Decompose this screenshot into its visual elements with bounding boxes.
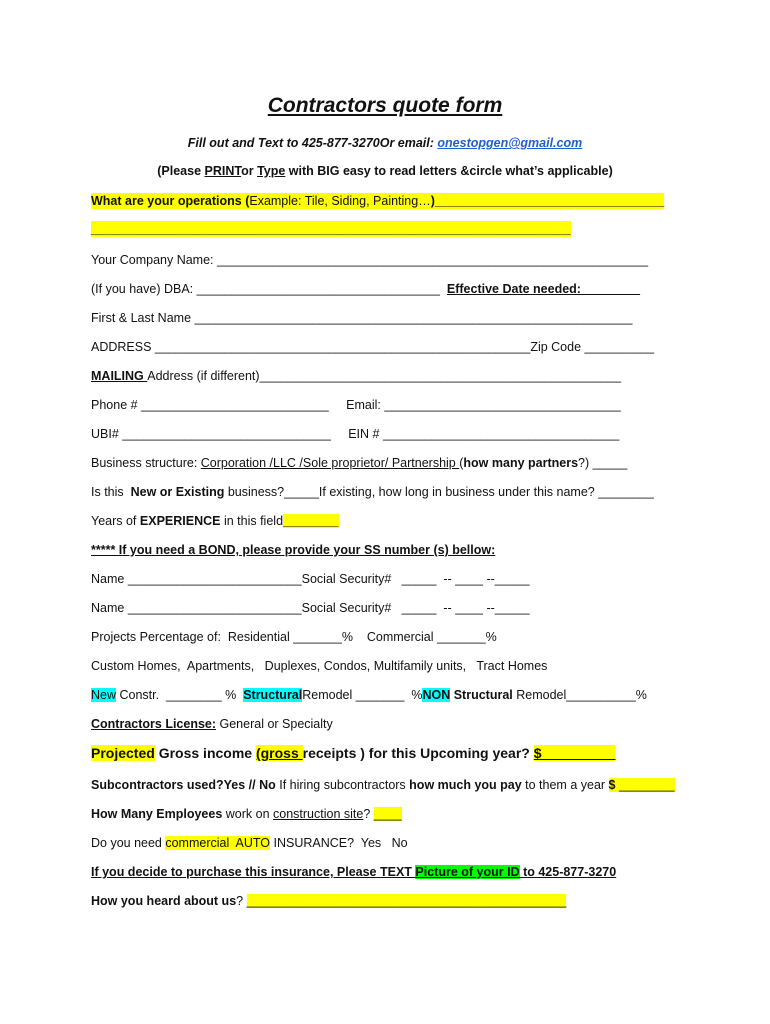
ubi-ein-field[interactable] [91, 426, 619, 442]
picture-id-label: Picture of your ID [415, 865, 520, 879]
effective-date-blank[interactable]: ________ [580, 282, 641, 296]
dba-field[interactable] [91, 281, 640, 297]
subcontractors-label: Subcontractors used?Yes // No [91, 778, 276, 792]
text-id-line [91, 864, 616, 880]
experience-blank[interactable]: ________ [283, 514, 339, 528]
structure-options[interactable]: Corporation /LLC /Sole proprietor/ Partnership [200, 456, 460, 470]
heard-blank[interactable]: ______________________________________________ [246, 894, 567, 908]
dba-label: (If you have) DBA: [91, 282, 197, 296]
company-name-field[interactable] [91, 252, 648, 268]
instructions-text: or [241, 164, 258, 178]
gross-income-blank[interactable]: $ _________ [533, 745, 616, 761]
license-field[interactable] [91, 716, 333, 732]
gross-income-field[interactable] [91, 745, 615, 761]
operations-label: What are your operations ( [91, 194, 250, 208]
new-label: New [91, 688, 117, 702]
employees-text: ? [363, 807, 374, 821]
ss-blank[interactable]: _____ -- ____ --_____ [391, 601, 530, 615]
structural-label: Structural [243, 688, 303, 702]
ss-blank[interactable]: _____ -- ____ --_____ [391, 572, 530, 586]
business-structure-field[interactable] [91, 455, 627, 471]
email-link[interactable]: onestopgen@gmail.com [437, 136, 583, 150]
phone-blank[interactable]: ___________________________ [141, 398, 329, 412]
instructions-line [0, 164, 770, 178]
employees-blank[interactable]: ____ [373, 807, 402, 821]
ein-label: EIN # [330, 427, 383, 441]
non-label: NON [422, 688, 451, 702]
commercial-auto-label: commercial AUTO [165, 836, 271, 850]
address-label: ADDRESS [91, 340, 155, 354]
phone-label: Phone # [91, 398, 142, 412]
projects-percentage-field[interactable]: Projects Percentage of: Residential _______% Commercial _______% [91, 630, 497, 644]
instructions-print: PRINT [204, 164, 242, 178]
project-types: Custom Homes, Apartments, Duplexes, Condos, Multifamily units, Tract Homes [91, 659, 548, 673]
experience-label: EXPERIENCE [139, 514, 221, 528]
new-existing-label: New or Existing [130, 485, 225, 499]
employees-text: work on [222, 807, 274, 821]
ss-name-blank[interactable]: _________________________ [127, 601, 302, 615]
ss-name-label: Name [91, 572, 128, 586]
instructions-text: (Please [157, 164, 205, 178]
auto-insurance-field[interactable] [91, 835, 408, 851]
subs-pay-label: how much you pay [409, 778, 522, 792]
contact-text: Fill out and Text to 425-877-3270Or email: [187, 136, 438, 150]
heard-label: How you heard about us [91, 894, 237, 908]
subs-text: If hiring subcontractors [275, 778, 410, 792]
license-label: Contractors License: [91, 717, 217, 731]
heard-about-field[interactable] [91, 893, 566, 909]
contact-line [0, 136, 770, 150]
ss-label: Social Security# [301, 601, 392, 615]
address-field[interactable] [91, 339, 654, 355]
existing-blank[interactable]: business?_____If existing, how long in business under this name? ________ [224, 485, 654, 499]
license-options[interactable]: General or Specialty [216, 717, 333, 731]
subs-text: to them a year [521, 778, 609, 792]
auto-text: Do you need [91, 836, 166, 850]
company-name-blank[interactable]: ______________________________________________________________ [217, 253, 649, 267]
subs-dollar: $ [608, 778, 616, 792]
subcontractors-field[interactable] [91, 777, 675, 793]
dba-blank[interactable]: ___________________________________ [196, 282, 440, 296]
gross-label: (gross [255, 745, 303, 761]
partners-label: how many partners [463, 456, 579, 470]
ubi-label: UBI# [91, 427, 123, 441]
gross-income-text: receipts ) for this Upcoming year? [302, 745, 534, 761]
auto-yes-no[interactable]: INSURANCE? Yes No [270, 836, 408, 850]
experience-text: in this field [220, 514, 284, 528]
employees-field[interactable] [91, 806, 402, 822]
gross-income-label: Gross income [154, 745, 256, 761]
non-structural-blank[interactable]: Remodel__________% [512, 688, 647, 702]
phone-email-field[interactable] [91, 397, 621, 413]
remodel-field[interactable] [91, 687, 647, 703]
address-blank[interactable]: ______________________________________________________ [154, 340, 531, 354]
company-name-label: Your Company Name: [91, 253, 217, 267]
text-id-phone: to 425-877-3270 [519, 865, 617, 879]
text-id-text: If you decide to purchase this insurance, Please TEXT [91, 865, 416, 879]
ss-label: Social Security# [301, 572, 392, 586]
operations-line2[interactable]: _____________________________________________________________________ [91, 222, 571, 236]
subs-blank[interactable]: ________ [615, 778, 675, 792]
structural-blank[interactable]: Remodel _______ % [302, 688, 423, 702]
operations-field[interactable] [91, 193, 664, 209]
heard-text: ? [236, 894, 247, 908]
name-blank[interactable]: _______________________________________________________________ [194, 311, 633, 325]
page-title: Contractors quote form [267, 94, 503, 117]
operations-example: Example: Tile, Siding, Painting… [249, 194, 431, 208]
ss-name-label: Name [91, 601, 128, 615]
email-blank[interactable]: __________________________________ [384, 398, 621, 412]
structure-label: Business structure: [91, 456, 201, 470]
ss-row-2[interactable] [91, 600, 530, 616]
mailing-address-field[interactable] [91, 368, 621, 384]
employees-label: How Many Employees [91, 807, 223, 821]
mailing-label: Address (if different) [147, 369, 260, 383]
ein-blank[interactable]: __________________________________ [382, 427, 620, 441]
zip-blank[interactable]: __________ [584, 340, 655, 354]
mailing-blank[interactable]: ____________________________________________________ [259, 369, 622, 383]
operations-blank[interactable]: )_________________________________ [430, 194, 665, 208]
existing-text: Is this [91, 485, 131, 499]
construction-site-label: construction site [273, 807, 364, 821]
new-constr-blank[interactable]: Constr. ________ % [116, 688, 244, 702]
name-label: First & Last Name [91, 311, 195, 325]
email-label: Email: [328, 398, 385, 412]
projected-label: Projected [91, 745, 155, 761]
ss-name-blank[interactable]: _________________________ [127, 572, 302, 586]
effective-date-label: Effective Date needed: [446, 282, 581, 296]
first-last-name-field[interactable] [91, 310, 632, 326]
ubi-blank[interactable]: ______________________________ [122, 427, 331, 441]
experience-text: Years of [91, 514, 140, 528]
ss-row-1[interactable] [91, 571, 530, 587]
experience-field[interactable] [91, 513, 339, 529]
non-structural-label: Structural [450, 688, 513, 702]
partners-blank[interactable]: ?) _____ [578, 456, 628, 470]
instructions-type: Type [257, 164, 286, 178]
structure-paren: ( [459, 456, 464, 470]
new-existing-field[interactable] [91, 484, 654, 500]
instructions-text: with BIG easy to read letters &circle what’s applicable) [285, 164, 613, 178]
zip-label: Zip Code [530, 340, 585, 354]
mailing-label-bold: MAILING [91, 369, 148, 383]
bond-heading: ***** If you need a BOND, please provide your SS number (s) bellow: [91, 543, 496, 557]
